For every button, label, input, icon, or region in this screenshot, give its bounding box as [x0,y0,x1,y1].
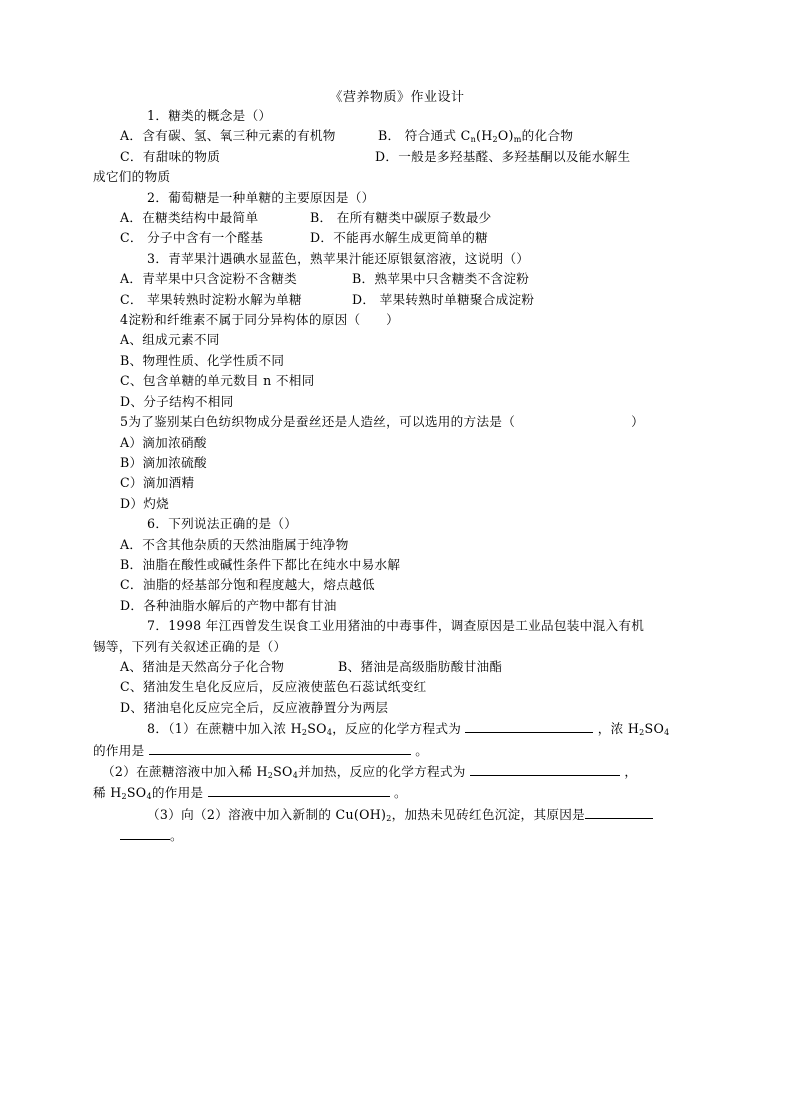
question-1-option-b: B． 符合通式 $C_n(H_2O)_m$的化合物 [378,128,574,145]
question-1-option-d: D．一般是多羟基醛、多羟基酮以及能水解生 [375,148,631,164]
answer-blank-3[interactable] [470,761,620,776]
question-6-option-a: A．不含其他杂质的天然油脂属于纯净物 [120,536,349,552]
question-5-option-b: B）滴加浓硫酸 [120,454,207,470]
question-7-options-ab [120,657,680,677]
question-2-stem: 2．葡萄糖是一种单糖的主要原因是（） [147,189,375,205]
question-1-options-cd [120,147,680,167]
question-1-option-a: A．含有碳、氢、氧三种元素的有机物 [120,128,336,144]
question-4-option-c: C、包含单糖的单元数目 n 不相同 [120,373,315,389]
question-2-options-ab [120,208,680,228]
question-1-option-c: C．有甜味的物质 [120,148,221,164]
question-3-options-cd [120,290,680,310]
question-6-option-d: D．各种油脂水解后的产物中都有甘油 [120,597,337,613]
question-6-option-b: B．油脂在酸性或碱性条件下都比在纯水中易水解 [120,556,401,572]
question-8-part-1: 8．（1）在蔗糖中加入浓 $H_2SO_4$，反应的化学方程式为 ，浓 $H_2SO_4$ [120,718,680,739]
question-8-part-3: （3）向（2）溶液中加入新制的 $Cu(OH)_2$，加热未见砖红色沉淀，其原因是 [120,804,680,825]
question-1-option-d-cont: 成它们的物质 [93,169,171,185]
question-8-part-1-cont: 的作用是 。 [93,740,680,761]
question-1-stem: 1．糖类的概念是（） [147,108,272,123]
answer-blank-5[interactable] [585,804,653,819]
question-6-option-c: C．油脂的烃基部分饱和程度越大，熔点越低 [120,577,375,593]
question-3-option-d: D． 苹果转熟时单糖聚合成淀粉 [352,291,535,307]
question-7-stem: 7．1998 年江西曾发生误食工业用猪油的中毒事件，调查原因是工业品包装中混入有机 [147,618,645,634]
question-2-option-b: B． 在所有糖类中碳原子数最少 [310,210,492,226]
question-7-option-a: A、猪油是天然高分子化合物 [120,658,285,674]
question-2-option-a: A．在糖类结构中最简单 [120,210,259,226]
question-4-option-b: B、物理性质、化学性质不同 [120,352,285,368]
question-3-options-ab [120,269,680,289]
page-title: 《营养物质》作业设计 [329,90,465,105]
answer-blank-2[interactable] [149,740,411,755]
question-8-part-2-cont: 稀 $H_2SO_4$的作用是 。 [93,782,680,803]
answer-blank-5-cont[interactable] [120,825,170,840]
question-7-stem-cont: 锡等，下列有关叙述正确的是（） [93,638,287,654]
question-2-option-d: D．不能再水解生成更简单的糖 [310,230,489,246]
question-5-option-a: A）滴加浓硝酸 [120,434,207,450]
question-5-option-c: C）滴加酒精 [120,475,195,491]
question-3-stem: 3．青苹果汁遇碘水显蓝色，熟苹果汁能还原银氨溶液，这说明（） [147,250,530,266]
question-5-option-d: D）灼烧 [120,495,170,511]
question-8-part-2: （2）在蔗糖溶液中加入稀 $H_2SO_4$并加热，反应的化学方程式为 ， [102,761,680,782]
question-2-option-c: C． 分子中含有一个醛基 [120,230,264,246]
answer-blank-4[interactable] [208,782,390,797]
question-7-option-d: D、猪油皂化反应完全后，反应液静置分为两层 [120,699,389,715]
question-3-option-c: C． 苹果转熟时淀粉水解为单糖 [120,291,302,307]
question-3-option-b: B．熟苹果中只含糖类不含淀粉 [352,271,530,287]
question-4-stem: 4淀粉和纤维素不属于同分异构体的原因（ ） [120,312,400,328]
question-1-options-ab [120,126,680,146]
question-7-option-c: C、猪油发生皂化反应后，反应液使蓝色石蕊试纸变红 [120,679,427,695]
question-list [93,106,680,847]
question-4-option-a: A、组成元素不同 [120,332,220,348]
question-4-option-d: D、分子结构不相同 [120,393,234,409]
question-5-stem: 5为了鉴别某白色纺织物成分是蚕丝还是人造丝，可以选用的方法是（ ） [120,414,645,430]
question-8-part-3-cont: 。 [120,825,680,846]
question-6-stem: 6．下列说法正确的是（） [147,516,298,532]
question-3-option-a: A．青苹果中只含淀粉不含糖类 [120,271,298,287]
question-7-option-b: B、猪油是高级脂肪酸甘油酯 [338,658,503,674]
answer-blank-1[interactable] [465,718,593,733]
question-2-options-cd [120,228,680,248]
